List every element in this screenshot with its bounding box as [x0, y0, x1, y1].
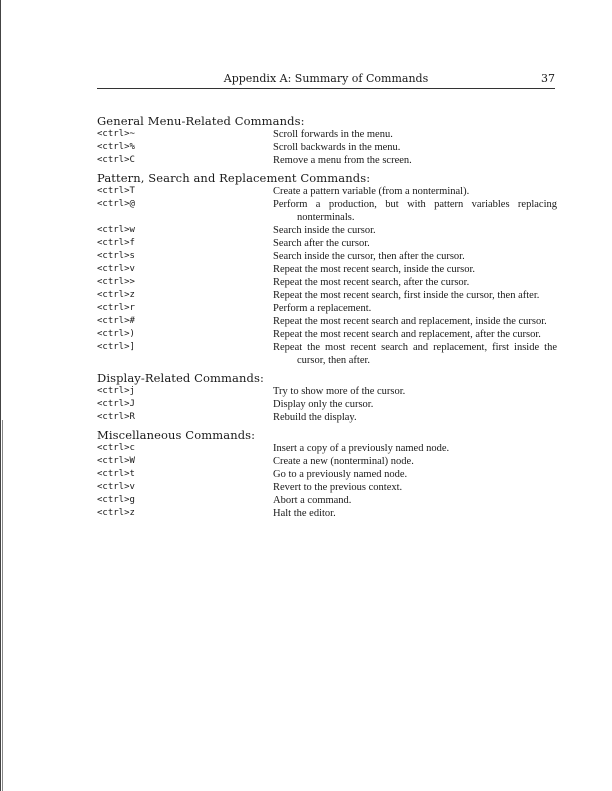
section-heading: Pattern, Search and Replacement Commands:	[97, 171, 371, 185]
command-description: Repeat the most recent search and replacement, first inside the cursor, then after.	[273, 342, 557, 366]
section-heading: General Menu-Related Commands:	[97, 114, 305, 128]
section-display	[97, 371, 557, 424]
command-row	[97, 289, 557, 302]
page-header	[97, 72, 555, 89]
command-description: Abort a command.	[273, 495, 352, 506]
command-key: <ctrl>z	[97, 508, 135, 518]
section-heading: Display-Related Commands:	[97, 371, 264, 385]
command-description: Insert a copy of a previously named node.	[273, 443, 450, 454]
command-description: Perform a production, but with pattern variables replacing nonterminals.	[273, 199, 557, 223]
command-description: Search inside the cursor, then after the cursor.	[273, 251, 465, 262]
command-description: Repeat the most recent search and replacement, inside the cursor.	[273, 316, 547, 327]
command-row	[97, 411, 557, 424]
command-key: <ctrl>g	[97, 495, 135, 505]
command-key: <ctrl>~	[97, 129, 135, 139]
command-row	[97, 481, 557, 494]
command-description: Search inside the cursor.	[273, 225, 376, 236]
command-row	[97, 315, 557, 328]
command-row	[97, 302, 557, 315]
command-description: Perform a replacement.	[273, 303, 372, 314]
command-key: <ctrl>C	[97, 155, 135, 165]
command-row	[97, 198, 557, 224]
command-key: <ctrl>W	[97, 456, 135, 466]
command-row	[97, 276, 557, 289]
command-key: <ctrl>t	[97, 469, 135, 479]
command-key: <ctrl>>	[97, 277, 135, 287]
command-key: <ctrl>r	[97, 303, 135, 313]
command-row	[97, 237, 557, 250]
command-description: Revert to the previous context.	[273, 482, 403, 493]
command-key: <ctrl>J	[97, 399, 135, 409]
command-key: <ctrl>R	[97, 412, 135, 422]
command-key: <ctrl>w	[97, 225, 135, 235]
command-description: Remove a menu from the screen.	[273, 155, 412, 166]
command-key: <ctrl>f	[97, 238, 135, 248]
command-row	[97, 468, 557, 481]
command-description: Create a new (nonterminal) node.	[273, 456, 414, 467]
command-description: Try to show more of the cursor.	[273, 386, 406, 397]
command-description: Repeat the most recent search, first inside the cursor, then after.	[273, 290, 540, 301]
command-description: Scroll backwards in the menu.	[273, 142, 401, 153]
command-description: Rebuild the display.	[273, 412, 357, 423]
section-pattern-search	[97, 171, 557, 367]
command-key: <ctrl>%	[97, 142, 135, 152]
section-miscellaneous	[97, 428, 557, 520]
command-key: <ctrl>)	[97, 329, 135, 339]
command-description: Search after the cursor.	[273, 238, 370, 249]
command-key: <ctrl>c	[97, 443, 135, 453]
command-description: Display only the cursor.	[273, 399, 374, 410]
command-summary	[97, 114, 557, 524]
command-row	[97, 154, 557, 167]
command-key: <ctrl>v	[97, 264, 135, 274]
command-key: <ctrl>#	[97, 316, 135, 326]
command-key: <ctrl>v	[97, 482, 135, 492]
command-row	[97, 224, 557, 237]
command-description: Go to a previously named node.	[273, 469, 408, 480]
command-key: <ctrl>z	[97, 290, 135, 300]
command-row	[97, 494, 557, 507]
command-row	[97, 455, 557, 468]
page-edge-line	[0, 0, 1, 791]
command-row	[97, 128, 557, 141]
command-description: Repeat the most recent search and replacement, after the cursor.	[273, 329, 541, 340]
command-row	[97, 341, 557, 367]
command-row	[97, 442, 557, 455]
command-row	[97, 263, 557, 276]
running-title: Appendix A: Summary of Commands	[223, 72, 429, 85]
command-row	[97, 185, 557, 198]
page-edge-shadow	[2, 420, 3, 791]
command-row	[97, 141, 557, 154]
command-key: <ctrl>s	[97, 251, 135, 261]
command-row	[97, 328, 557, 341]
command-description: Repeat the most recent search, after the cursor.	[273, 277, 470, 288]
section-general-menu	[97, 114, 557, 167]
command-row	[97, 250, 557, 263]
command-row	[97, 507, 557, 520]
command-key: <ctrl>j	[97, 386, 135, 396]
command-key: <ctrl>@	[97, 199, 135, 209]
command-row	[97, 398, 557, 411]
command-key: <ctrl>]	[97, 342, 135, 352]
command-key: <ctrl>T	[97, 186, 135, 196]
section-heading: Miscellaneous Commands:	[97, 428, 256, 442]
command-row	[97, 385, 557, 398]
page-number: 37	[541, 72, 555, 85]
command-description: Repeat the most recent search, inside the cursor.	[273, 264, 476, 275]
command-description: Scroll forwards in the menu.	[273, 129, 393, 140]
command-description: Halt the editor.	[273, 508, 336, 519]
command-description: Create a pattern variable (from a nonterminal).	[273, 186, 470, 197]
